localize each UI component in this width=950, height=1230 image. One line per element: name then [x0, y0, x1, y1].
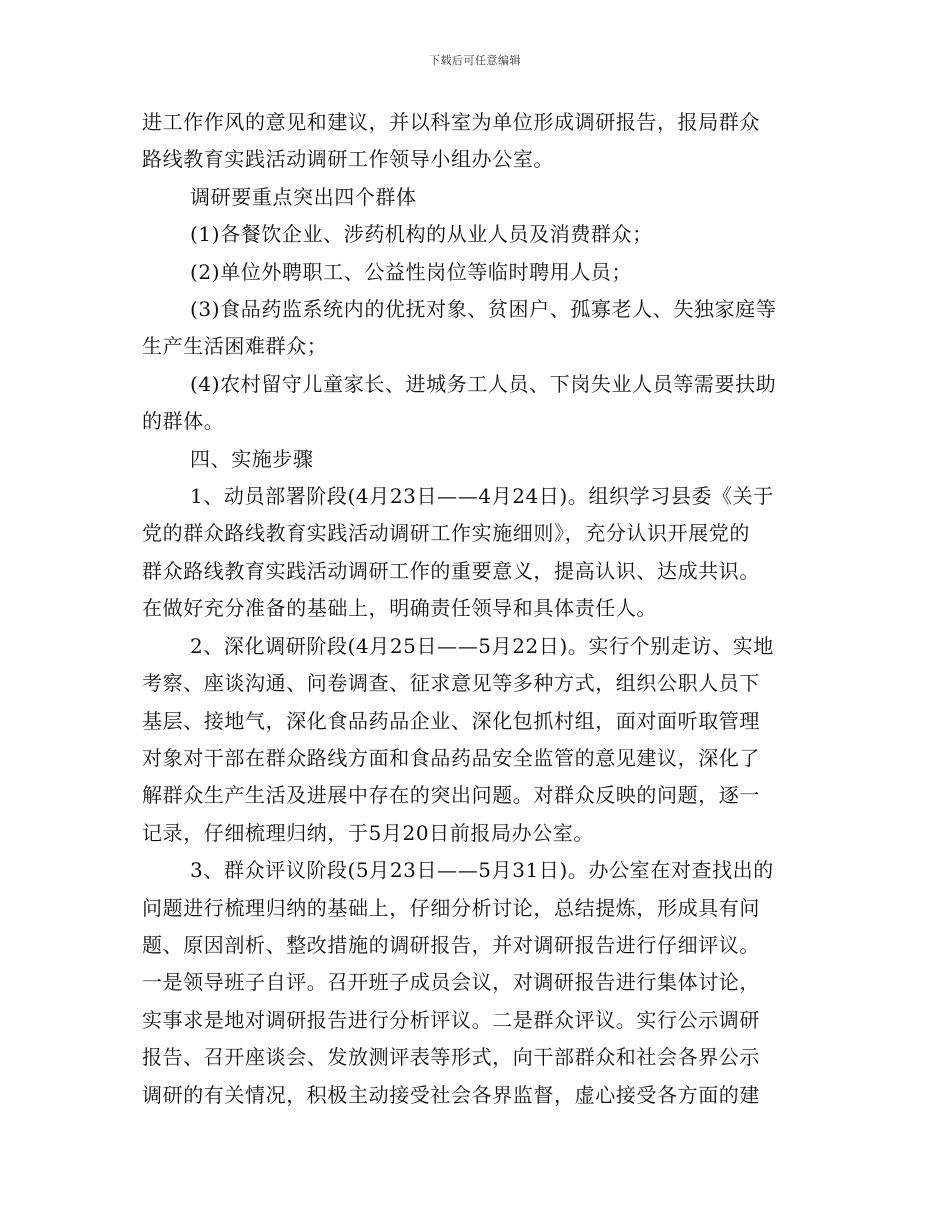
text-line: 党的群众路线教育实践活动调研工作实施细则》，充分认识开展党的 — [142, 521, 750, 546]
text-line: 基层、接地气，深化食品药品企业、深化包抓村组，面对面听取管理 — [142, 708, 760, 733]
text-line: 在做好充分准备的基础上，明确责任领导和具体责任人。 — [142, 596, 657, 621]
text-line: (4)农村留守儿童家长、进城务工人员、下岗失业人员等需要扶助 — [190, 371, 777, 396]
text-line: 的群体。 — [142, 409, 225, 434]
text-line: 群众路线教育实践活动调研工作的重要意义，提高认识、达成共识。 — [142, 558, 760, 583]
text-line: 调研要重点突出四个群体 — [190, 184, 417, 209]
text-line: 一是领导班子自评。召开班子成员会议，对调研报告进行集体讨论， — [142, 970, 760, 995]
text-line: (1)各餐饮企业、涉药机构的从业人员及消费群众； — [190, 222, 653, 247]
text-line: 报告、召开座谈会、发放测评表等形式，向干部群众和社会各界公示 — [142, 1045, 760, 1070]
text-line: 实事求是地对调研报告进行分析评议。二是群众评议。实行公示调研 — [142, 1007, 760, 1032]
text-line: 进工作作风的意见和建议，并以科室为单位形成调研报告，报局群众 — [142, 110, 760, 134]
text-line: 解群众生产生活及进展中存在的突出问题。对群众反映的问题，逐一 — [142, 783, 760, 808]
page-header-note: 下载后可任意编辑 — [429, 54, 521, 67]
text-line: 记录，仔细梳理归纳，于5月20日前报局办公室。 — [142, 820, 594, 845]
section-heading: 四、实施步骤 — [190, 446, 314, 471]
text-line: 调研的有关情况，积极主动接受社会各界监督，虚心接受各方面的建 — [142, 1082, 760, 1107]
text-line: 问题进行梳理归纳的基础上，仔细分析讨论，总结提炼，形成具有问 — [142, 895, 760, 920]
text-line: 1、动员部署阶段(4月23日——4月24日)。组织学习县委《关于 — [190, 484, 774, 509]
text-line: 路线教育实践活动调研工作领导小组办公室。 — [142, 147, 554, 172]
text-line: (3)食品药监系统内的优抚对象、贫困户、孤寡老人、失独家庭等 — [190, 297, 777, 322]
document-body — [142, 104, 812, 1114]
text-line: (2)单位外聘职工、公益性岗位等临时聘用人员； — [190, 259, 633, 284]
text-line: 对象对干部在群众路线方面和食品药品安全监管的意见建议，深化了 — [142, 745, 760, 770]
text-line: 题、原因剖析、整改措施的调研报告，并对调研报告进行仔细评议。 — [142, 932, 760, 957]
text-line: 生产生活困难群众； — [142, 334, 328, 359]
text-line: 考察、座谈沟通、问卷调查、征求意见等多种方式，组织公职人员下 — [142, 671, 760, 696]
text-line: 3、群众评议阶段(5月23日——5月31日)。办公室在对查找出的 — [190, 858, 774, 883]
text-line: 2、深化调研阶段(4月25日——5月22日)。实行个别走访、实地 — [190, 633, 774, 658]
